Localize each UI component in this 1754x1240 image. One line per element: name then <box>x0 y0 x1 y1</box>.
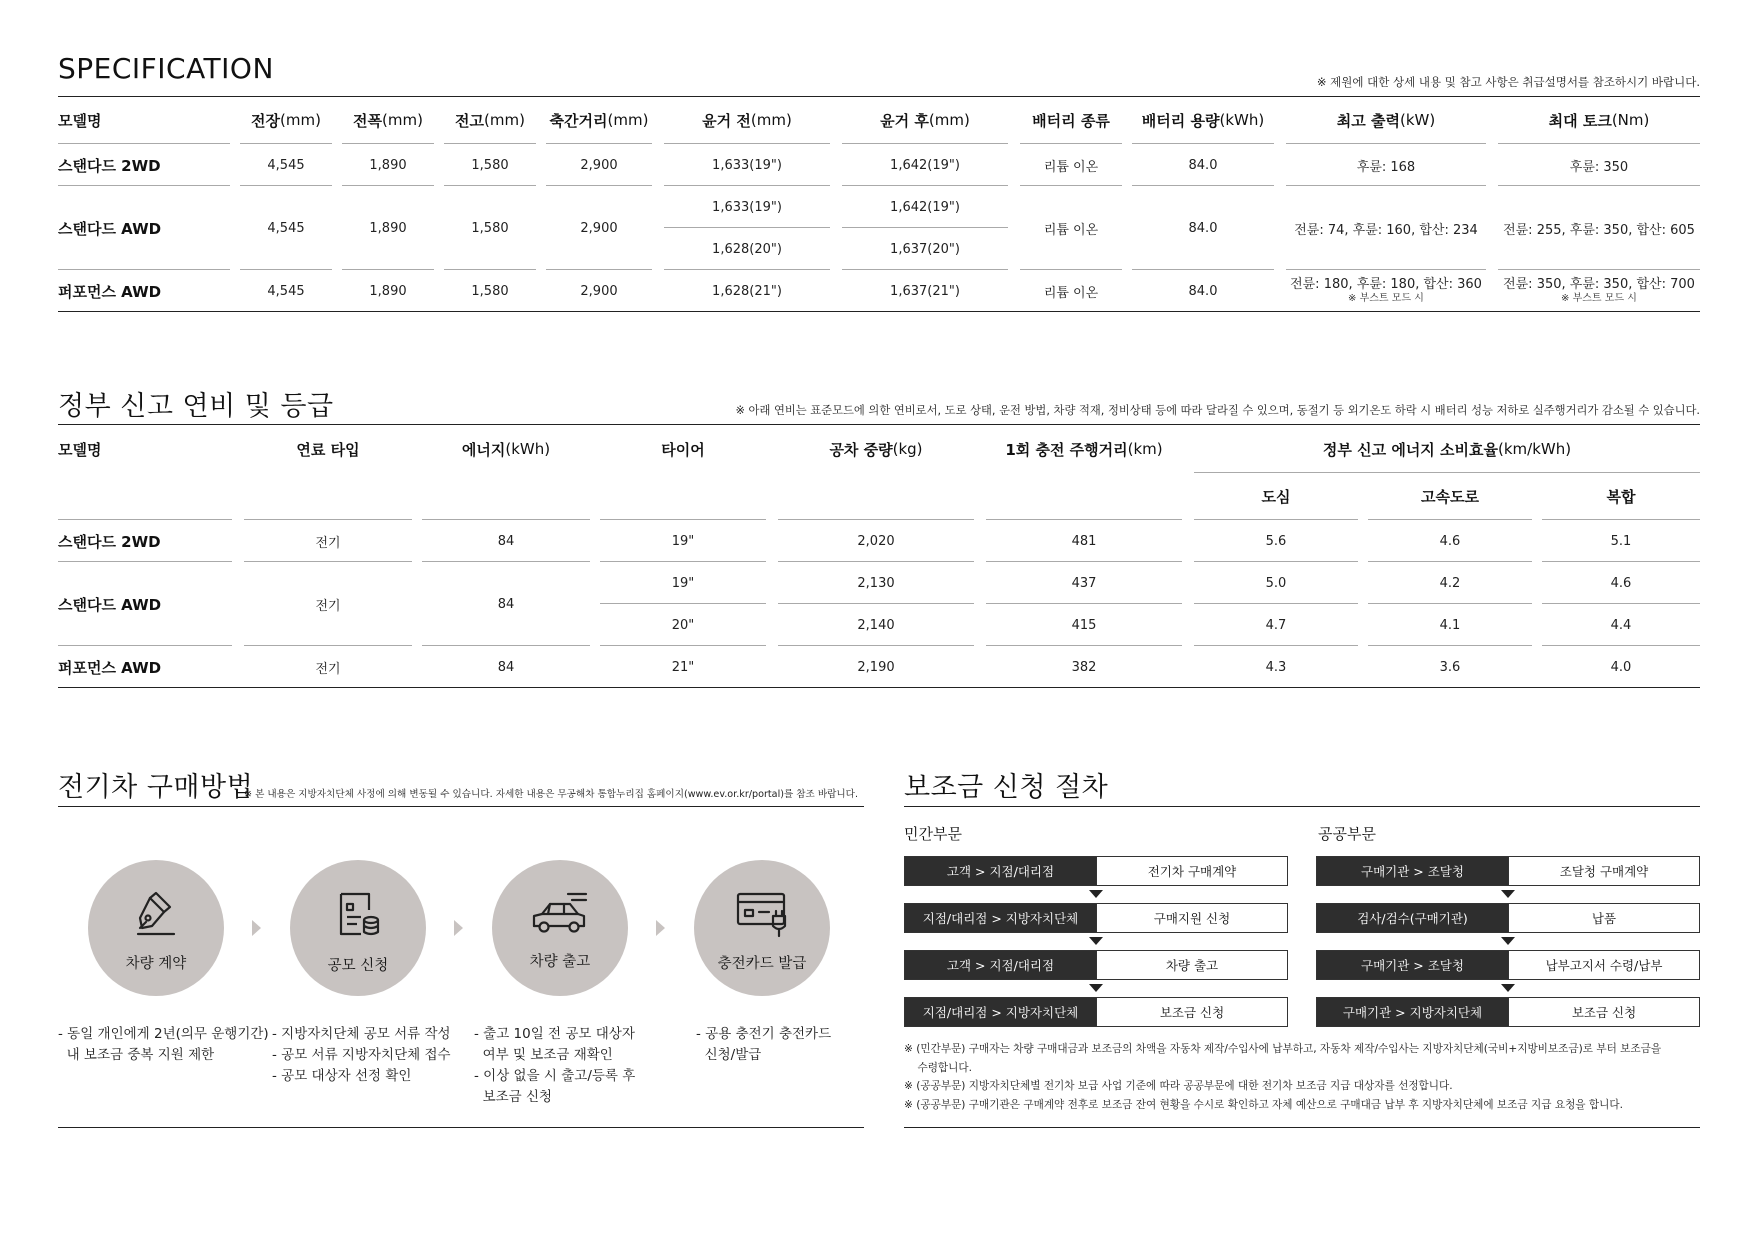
spec-header-wheelbase: 축간거리 (mm) <box>549 111 649 130</box>
eff-energy-cell: 84 <box>497 659 515 675</box>
spec-front-track-cell: 1,633(19") <box>712 199 782 215</box>
spec-row-line <box>1498 185 1700 186</box>
eff-row-line <box>1194 645 1358 646</box>
flow-actor: 검사/검수(구매기관) <box>1317 904 1508 932</box>
spec-header-rear-track: 윤거 후 (mm) <box>880 111 970 130</box>
public-flow-step <box>1316 856 1700 886</box>
flow-down-arrow-icon <box>1501 890 1515 898</box>
spec-col-line <box>1498 143 1700 144</box>
spec-top-rule <box>58 96 1700 97</box>
spec-power-value: 전륜: 180, 후륜: 180, 합산: 360 <box>1290 276 1482 292</box>
flow-down-arrow-icon <box>1501 937 1515 945</box>
flow-down-arrow-icon <box>1089 984 1103 992</box>
private-flow-step <box>904 903 1288 933</box>
spec-wheelbase-cell: 2,900 <box>580 220 618 236</box>
step-label: 공모 신청 <box>327 958 389 974</box>
step-desc-application <box>272 1024 451 1087</box>
subsidy-note-line: ※ (공공부문) 지방자치단체별 전기차 보급 사업 기준에 따라 공공부문에 대한 전기차 보조금 지급 대상자를 선정합니다. <box>904 1080 1453 1092</box>
spec-header-max-torque: 최대 토크 (Nm) <box>1548 111 1650 130</box>
flow-down-arrow-icon <box>1089 937 1103 945</box>
spec-front-track-cell: 1,628(21") <box>712 283 782 299</box>
eff-row-line <box>986 645 1182 646</box>
eff-header-efficiency: 정부 신고 에너지 소비효율 (km/kWh) <box>1322 440 1572 459</box>
spec-power-cell: 후륜: 168 <box>1356 159 1416 175</box>
spec-row-line <box>342 269 434 270</box>
eff-fuel-cell: 전기 <box>315 535 341 551</box>
spec-row-line <box>1020 185 1122 186</box>
spec-rear-track-cell: 1,642(19") <box>890 157 960 173</box>
spec-height-cell: 1,580 <box>471 283 509 299</box>
spec-row-line <box>240 185 332 186</box>
spec-torque-cell: 후륜: 350 <box>1569 159 1629 175</box>
spec-col-line <box>240 143 332 144</box>
eff-col-line <box>422 519 590 520</box>
subsidy-notes <box>904 1040 1661 1114</box>
spec-col-line <box>342 143 434 144</box>
eff-highway-cell: 4.2 <box>1439 575 1461 591</box>
spec-col-line <box>1286 143 1486 144</box>
spec-row-line <box>1132 269 1274 270</box>
purchase-bottom-rule <box>58 1127 864 1128</box>
spec-bottom-rule <box>58 311 1700 312</box>
spec-header-model: 모델명 <box>58 111 102 130</box>
eff-model-cell: 퍼포먼스 AWD <box>58 658 162 677</box>
eff-col-line <box>58 519 232 520</box>
eff-row-line <box>422 561 590 562</box>
eff-row-line <box>244 561 412 562</box>
spec-col-line <box>1020 143 1122 144</box>
spec-header-battery-capacity: 배터리 용량 (kWh) <box>1141 111 1265 130</box>
eff-header-energy: 에너지 (kWh) <box>461 440 551 459</box>
spec-rear-track-cell: 1,642(19") <box>890 199 960 215</box>
spec-title: SPECIFICATION <box>58 52 274 85</box>
spec-length-cell: 4,545 <box>267 157 305 173</box>
flow-actor: 구매기관 > 조달청 <box>1317 857 1508 885</box>
eff-subrow-line <box>986 603 1182 604</box>
spec-power-cell <box>1286 271 1486 311</box>
subsidy-note-line: ※ (공공부문) 구매기관은 구매계약 전후로 보조금 잔여 현황을 수시로 확인하고 자체 예산으로 구매대금 납부 후 지방자치단체에 보조금 지급 요청을 합니다. <box>904 1098 1623 1111</box>
eff-combined-cell: 5.1 <box>1610 533 1632 549</box>
eff-row-line <box>986 561 1182 562</box>
eff-col-line <box>778 519 974 520</box>
spec-row-line <box>546 269 652 270</box>
subsidy-note-line: 수령합니다. <box>904 1061 973 1074</box>
eff-subrow-line <box>1194 603 1358 604</box>
eff-row-line <box>1368 561 1532 562</box>
eff-tire-cell: 21" <box>671 659 695 675</box>
spec-col-line <box>842 143 1008 144</box>
public-flow-step <box>1316 997 1700 1027</box>
spec-width-cell: 1,890 <box>369 283 407 299</box>
eff-subrow-line <box>1368 603 1532 604</box>
private-flow-step <box>904 997 1288 1027</box>
eff-city-cell: 4.3 <box>1265 659 1287 675</box>
step-desc-line: - 지방자치단체 공모 서류 작성 <box>272 1026 451 1042</box>
spec-battery-type-cell: 리튬 이온 <box>1043 222 1099 238</box>
spec-length-cell: 4,545 <box>267 283 305 299</box>
eff-subrow-line <box>600 603 766 604</box>
flow-down-arrow-icon <box>1089 890 1103 898</box>
spec-torque-value: 전륜: 350, 후륜: 350, 합산: 700 <box>1503 276 1695 292</box>
eff-group-line <box>1194 472 1700 473</box>
flow-action: 납부고지서 수령/납부 <box>1508 951 1699 979</box>
flow-action: 보조금 신청 <box>1096 998 1287 1026</box>
flow-action: 구매지원 신청 <box>1096 904 1287 932</box>
eff-range-cell: 382 <box>1071 659 1097 675</box>
eff-highway-cell: 4.1 <box>1439 617 1461 633</box>
eff-col-line <box>986 519 1182 520</box>
spec-battery-capacity-cell: 84.0 <box>1188 283 1218 299</box>
step-desc-charge-card <box>696 1024 831 1066</box>
spec-col-line <box>1132 143 1274 144</box>
spec-length-cell: 4,545 <box>267 220 305 236</box>
spec-width-cell: 1,890 <box>369 220 407 236</box>
subsidy-note-line: ※ (민간부문) 구매자는 차량 구매대금과 보조금의 차액을 자동차 제작/수입사에 납부하고, 자동차 제작/수입사는 지방자치단체(국비+지방비보조금)로 부터 보조금을 <box>904 1043 1662 1055</box>
flow-action: 조달청 구매계약 <box>1508 857 1699 885</box>
spec-row-line <box>1020 269 1122 270</box>
eff-row-line <box>58 645 232 646</box>
eff-header-city: 도심 <box>1261 487 1291 506</box>
step-circle-application <box>290 860 426 996</box>
eff-city-cell: 5.6 <box>1265 533 1287 549</box>
eff-range-cell: 437 <box>1071 575 1097 591</box>
spec-power-note: ※ 부스트 모드 시 <box>1348 292 1424 304</box>
eff-row-line <box>600 561 766 562</box>
eff-weight-cell: 2,190 <box>857 659 895 675</box>
flow-actor: 고객 > 지점/대리점 <box>905 951 1096 979</box>
eff-row-line <box>1194 561 1358 562</box>
spec-wheelbase-cell: 2,900 <box>580 283 618 299</box>
eff-combined-cell: 4.6 <box>1610 575 1632 591</box>
spec-model-cell: 퍼포먼스 AWD <box>58 282 162 301</box>
step-label: 차량 계약 <box>125 956 187 972</box>
eff-col-line <box>1542 519 1700 520</box>
eff-city-cell: 5.0 <box>1265 575 1287 591</box>
spec-row-line <box>546 185 652 186</box>
subsidy-bottom-rule <box>904 1127 1700 1128</box>
eff-subrow-line <box>778 603 974 604</box>
eff-model-cell: 스탠다드 2WD <box>58 532 161 551</box>
spec-row-line <box>342 185 434 186</box>
spec-battery-capacity-cell: 84.0 <box>1188 220 1218 236</box>
eff-combined-cell: 4.4 <box>1610 617 1632 633</box>
spec-front-track-cell: 1,628(20") <box>712 241 782 257</box>
eff-energy-cell: 84 <box>497 596 515 612</box>
spec-row-line <box>1286 185 1486 186</box>
eff-fuel-cell: 전기 <box>315 661 341 677</box>
step-desc-contract <box>58 1024 269 1066</box>
step-desc-line: 보조금 신청 <box>474 1089 553 1105</box>
spec-header-length: 전장 (mm) <box>251 111 321 130</box>
eff-weight-cell: 2,130 <box>857 575 895 591</box>
eff-fuel-cell: 전기 <box>315 598 341 614</box>
efficiency-note: ※ 아래 연비는 표준모드에 의한 연비로서, 도로 상태, 운전 방법, 차량 적재, 정비상태 등에 따라 달라질 수 있으며, 동절기 등 외기온도 하락 시 배터리 성능 저하로 실주행거리가 감소될 수 있습니다. <box>735 404 1700 417</box>
step-desc-line: - 동일 개인에게 2년(의무 운행기간) <box>58 1026 269 1042</box>
spec-row-line <box>58 269 230 270</box>
step-desc-delivery <box>474 1024 635 1108</box>
spec-note: ※ 제원에 대한 상세 내용 및 참고 사항은 취급설명서를 참조하시기 바랍니다. <box>1316 75 1700 89</box>
subsidy-title: 보조금 신청 절차 <box>904 772 1109 803</box>
step-desc-line: - 공용 충전기 충전카드 <box>696 1026 832 1042</box>
step-desc-line: - 공모 서류 지방자치단체 접수 <box>272 1047 451 1063</box>
eff-row-line <box>1542 645 1700 646</box>
flow-actor: 구매기관 > 조달청 <box>1317 951 1508 979</box>
step-desc-line: - 공모 대상자 선정 확인 <box>272 1068 412 1084</box>
eff-header-fuel: 연료 타입 <box>296 440 360 459</box>
flow-actor: 지점/대리점 > 지방자치단체 <box>905 904 1096 932</box>
step-desc-line: 신청/발급 <box>696 1047 762 1063</box>
eff-row-line <box>778 645 974 646</box>
eff-row-line <box>58 561 232 562</box>
flow-action: 납품 <box>1508 904 1699 932</box>
eff-row-line <box>1368 645 1532 646</box>
pen-sign-icon <box>130 890 182 938</box>
spec-col-line <box>58 143 230 144</box>
subsidy-public-label: 공공부문 <box>1318 825 1376 843</box>
eff-combined-cell: 4.0 <box>1610 659 1632 675</box>
spec-header-front-track: 윤거 전 (mm) <box>702 111 792 130</box>
eff-header-weight: 공차 중량 (kg) <box>829 440 923 459</box>
eff-city-cell: 4.7 <box>1265 617 1287 633</box>
step-circle-contract <box>88 860 224 996</box>
spec-battery-type-cell: 리튬 이온 <box>1043 285 1099 301</box>
spec-row-line <box>664 269 830 270</box>
private-flow-step <box>904 950 1288 980</box>
eff-col-line <box>1368 519 1532 520</box>
subsidy-private-label: 민간부문 <box>904 825 962 843</box>
step-desc-line: - 이상 없을 시 출고/등록 후 <box>474 1068 636 1084</box>
eff-range-cell: 481 <box>1071 533 1097 549</box>
eff-header-highway: 고속도로 <box>1421 487 1479 506</box>
spec-front-track-cell: 1,633(19") <box>712 157 782 173</box>
spec-row-line <box>444 185 536 186</box>
eff-header-range: 1회 충전 주행거리 (km) <box>1005 440 1163 459</box>
subsidy-top-rule <box>904 806 1700 807</box>
charge-card-icon <box>735 890 789 938</box>
step-circle-charge-card <box>694 860 830 996</box>
spec-row-line <box>1286 269 1486 270</box>
eff-tire-cell: 19" <box>671 533 695 549</box>
spec-row-line <box>1132 185 1274 186</box>
spec-header-battery-type: 배터리 종류 <box>1032 111 1110 130</box>
efficiency-title: 정부 신고 연비 및 등급 <box>58 391 334 422</box>
eff-tire-cell: 19" <box>671 575 695 591</box>
step-arrow-icon <box>656 920 665 936</box>
purchase-note: ※ 본 내용은 지방자치단체 사정에 의해 변동될 수 있습니다. 자세한 내용은 무공해차 통합누리집 홈페이지(www.ev.or.kr/portal)를 참조 바랍니다. <box>244 789 858 800</box>
spec-model-cell: 스탠다드 AWD <box>58 219 162 238</box>
eff-row-line <box>1542 561 1700 562</box>
eff-subrow-line <box>1542 603 1700 604</box>
eff-row-line <box>422 645 590 646</box>
step-arrow-icon <box>454 920 463 936</box>
purchase-title: 전기차 구매방법 <box>58 772 254 803</box>
purchase-top-rule <box>58 806 864 807</box>
eff-weight-cell: 2,140 <box>857 617 895 633</box>
spec-height-cell: 1,580 <box>471 157 509 173</box>
eff-highway-cell: 3.6 <box>1439 659 1461 675</box>
efficiency-top-rule <box>58 424 1700 425</box>
spec-torque-cell <box>1498 271 1700 311</box>
step-desc-line: 여부 및 보조금 재확인 <box>474 1047 613 1063</box>
step-desc-line: 내 보조금 중복 지원 제한 <box>58 1047 215 1063</box>
flow-action: 보조금 신청 <box>1508 998 1699 1026</box>
eff-row-line <box>244 645 412 646</box>
flow-down-arrow-icon <box>1501 984 1515 992</box>
spec-header-height: 전고 (mm) <box>455 111 525 130</box>
spec-col-line <box>444 143 536 144</box>
spec-model-cell: 스탠다드 2WD <box>58 156 161 175</box>
spec-torque-cell: 전륜: 255, 후륜: 350, 합산: 605 <box>1503 222 1695 238</box>
spec-row-line <box>664 185 830 186</box>
flow-actor: 고객 > 지점/대리점 <box>905 857 1096 885</box>
eff-range-cell: 415 <box>1071 617 1097 633</box>
eff-model-cell: 스탠다드 AWD <box>58 595 162 614</box>
public-flow-step <box>1316 950 1700 980</box>
eff-energy-cell: 84 <box>497 533 515 549</box>
spec-rear-track-cell: 1,637(21") <box>890 283 960 299</box>
eff-highway-cell: 4.6 <box>1439 533 1461 549</box>
public-flow-step <box>1316 903 1700 933</box>
eff-header-combined: 복합 <box>1606 487 1636 506</box>
spec-row-line <box>842 185 1008 186</box>
document-coin-icon <box>333 890 383 940</box>
eff-weight-cell: 2,020 <box>857 533 895 549</box>
spec-row-line <box>1498 269 1700 270</box>
spec-row-line <box>240 269 332 270</box>
spec-wheelbase-cell: 2,900 <box>580 157 618 173</box>
spec-header-width: 전폭 (mm) <box>353 111 423 130</box>
car-delivery-icon <box>530 890 590 936</box>
flow-action: 차량 출고 <box>1096 951 1287 979</box>
step-arrow-icon <box>252 920 261 936</box>
spec-subrow-line <box>842 227 1008 228</box>
private-flow-step <box>904 856 1288 886</box>
spec-col-line <box>664 143 830 144</box>
spec-row-line <box>58 185 230 186</box>
spec-row-line <box>842 269 1008 270</box>
eff-header-model: 모델명 <box>58 440 102 459</box>
step-desc-line: - 출고 10일 전 공모 대상자 <box>474 1026 635 1042</box>
spec-rear-track-cell: 1,637(20") <box>890 241 960 257</box>
spec-power-cell: 전륜: 74, 후륜: 160, 합산: 234 <box>1294 222 1478 238</box>
spec-col-line <box>546 143 652 144</box>
efficiency-bottom-rule <box>58 687 1700 688</box>
spec-torque-note: ※ 부스트 모드 시 <box>1561 292 1637 304</box>
eff-col-line <box>600 519 766 520</box>
spec-header-max-power: 최고 출력 (kW) <box>1336 111 1436 130</box>
flow-actor: 지점/대리점 > 지방자치단체 <box>905 998 1096 1026</box>
eff-row-line <box>600 645 766 646</box>
eff-col-line <box>1194 519 1358 520</box>
flow-actor: 구매기관 > 지방자치단체 <box>1317 998 1508 1026</box>
step-circle-delivery <box>492 860 628 996</box>
eff-tire-cell: 20" <box>671 617 695 633</box>
eff-col-line <box>244 519 412 520</box>
spec-row-line <box>444 269 536 270</box>
spec-battery-type-cell: 리튬 이온 <box>1043 159 1099 175</box>
spec-subrow-line <box>664 227 830 228</box>
spec-battery-capacity-cell: 84.0 <box>1188 157 1218 173</box>
spec-height-cell: 1,580 <box>471 220 509 236</box>
step-label: 차량 출고 <box>529 954 591 970</box>
eff-header-tire: 타이어 <box>661 440 705 459</box>
flow-action: 전기차 구매계약 <box>1096 857 1287 885</box>
eff-row-line <box>778 561 974 562</box>
spec-width-cell: 1,890 <box>369 157 407 173</box>
step-label: 충전카드 발급 <box>717 956 807 972</box>
